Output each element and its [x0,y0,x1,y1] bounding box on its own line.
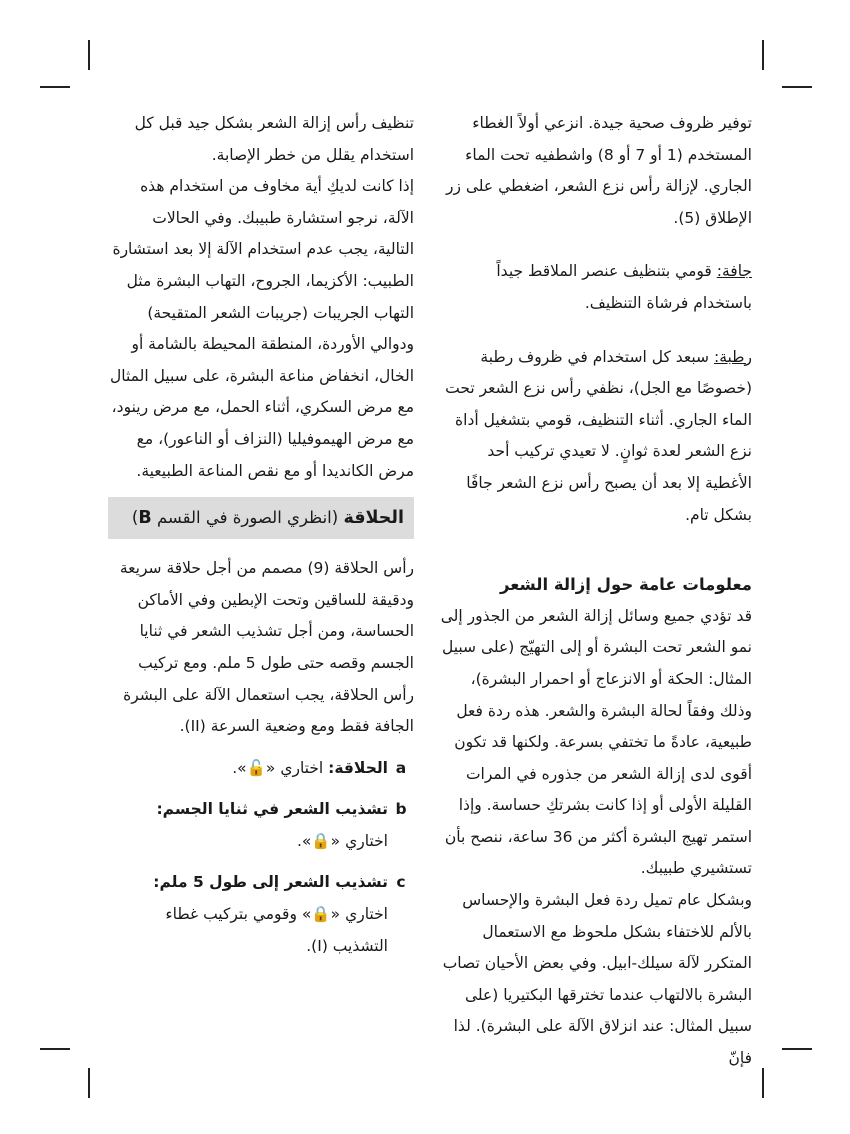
crop-mark [762,40,764,70]
item-letter: c [396,873,406,892]
hygiene-paragraph: تنظيف رأس إزالة الشعر بشكل جيد قبل كل استخدام يقلل من خطر الإصابة. [134,114,414,164]
item-text: اختاري « [330,905,388,924]
section-title: الحلاقة [343,508,404,529]
list-item [108,794,414,857]
section-close: ) [131,508,139,528]
list-item [108,867,414,962]
crop-mark [40,86,70,88]
wet-label: رطبة: [713,347,752,366]
unlock-icon: 🔓 [246,758,266,777]
shaver-paragraph: رأس الحلاقة (9) مصمم من أجل حلاقة سريعة ودقيقة للساقين وتحت الإبطين وفي الأماكن الحساسة، ومن أجل تشذيب الشعر في ثنايا الجسم وقصه حتى طول 5 ملم. ومع تركيب رأس الحلاقة، يجب استعمال الآلة على البشرة الجافة فقط ومع وضعية السرعة (II). [119,559,414,736]
lock-icon: 🔒 [311,831,331,850]
wet-cleaning-paragraph [436,342,752,532]
section-letter: B [138,508,152,529]
crop-mark [40,1048,70,1050]
item-title: الحلاقة: [328,758,388,777]
wet-text: سبعد كل استخدام في ظروف رطبة (خصوصًا مع الجل)، نظفي رأس نزع الشعر تحت الماء الجاري. أثناء التنظيف، قومي بتشغيل أداة نزع الشعر لعدة ثوانٍ. لا تعيدي تركيب أحد الأغطية إلا بعد أن يصبح رأس نزع الشعر جافًا بشكل تام. [445,347,752,524]
general-info-paragraph: قد تؤدي جميع وسائل إزالة الشعر من الجذور إلى نمو الشعر تحت البشرة أو إلى التهيّج (على سبيل المثال: الحكة أو الانزعاج أو احمرار البشرة)، وذلك وفقاً لحالة البشرة والشعر. هذه ردة فعل طبيعية، عادةً ما تختفي بسرعة. ولكنها قد تكون أقوى لدى إزالة الشعر من جذوره في المرات القليلة الأولى أو إذا كانت بشرتكِ حساسة. وإذا استمر تهيج البشرة أكثر من 36 ساعة، ننصح بأن تستشيري طبيبك. [440,606,752,878]
general-info-paragraph-2: وبشكل عام تميل ردة فعل البشرة والإحساس بالألم للاختفاء بشكل ملحوظ مع الاستعمال المتكرر لآلة سيلك-ابيل. وفي بعض الأحيان تصاب البشرة بالالتهاب عندما تخترقها البكتيريا (على سبيل المثال: عند انزلاق الآلة على البشرة). لذا فإنّ [442,891,752,1068]
lock-icon: 🔒 [311,905,331,924]
item-text: اختاري « [265,758,329,777]
dry-text: قومي بتنظيف عنصر الملاقط جيداً باستخدام فرشاة التنظيف. [496,262,752,312]
crop-mark [88,1068,90,1098]
item-after: ». [232,758,247,777]
dry-label: جافة: [716,262,752,281]
crop-mark [88,40,90,70]
section-header-shaving [108,497,414,539]
section-subtitle: (انظري الصورة في القسم [151,508,344,528]
crop-mark [782,1048,812,1050]
left-column [108,108,414,962]
right-column [436,108,752,1075]
item-letter: b [395,800,407,819]
item-title: تشذيب الشعر في ثنايا الجسم: [156,800,388,819]
item-after: » وقومي بتركيب غطاء التشذيب (I). [165,905,388,955]
item-text: اختاري « [330,831,388,850]
item-title: تشذيب الشعر إلى طول 5 ملم: [153,873,388,892]
dry-cleaning-paragraph [436,256,752,319]
cleaning-paragraph: توفير ظروف صحية جيدة. انزعي أولاً الغطاء المستخدم (1 أو 7 أو 8) واشطفيه تحت الماء الجاري. لإزالة رأس نزع الشعر، اضغطي على زر الإطلاق (5). [445,114,752,227]
general-info-heading: معلومات عامة حول إزالة الشعر [499,575,752,595]
crop-mark [762,1068,764,1098]
item-after: ». [296,831,312,850]
item-letter: a [395,758,407,777]
warning-paragraph: إذا كانت لديكِ أية مخاوف من استخدام هذه الآلة، نرجو استشارة طبيبك. وفي الحالات التالية، يجب عدم استخدام الآلة إلا بعد استشارة الطبيب: الأكزيما، الجروح، التهاب البشرة مثل التهاب الجريبات (جريبات الشعر المتقيحة) ودوالي الأوردة، المنطقة المحيطة بالشامة أو الخال، انخفاض مناعة البشرة، على سبيل المثال مع مرض السكري، أثناء الحمل، مع مرض رينود، مع مرض الهيموفيليا (النزاف أو الناعور)، مع مرض الكانديدا أو مع نقص المناعة الطبيعية. [109,177,414,480]
list-item [108,753,414,785]
crop-mark [782,86,812,88]
